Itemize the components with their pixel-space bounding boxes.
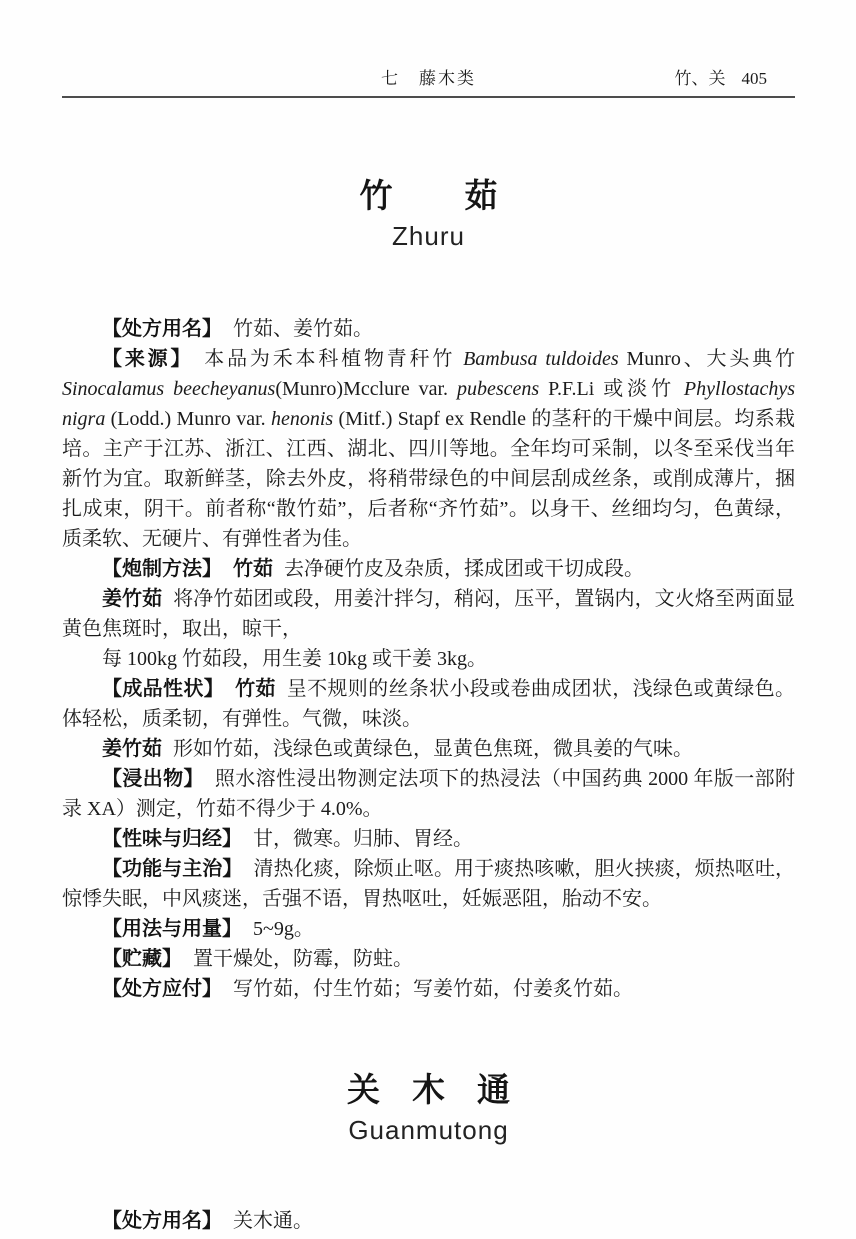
paragraph-text: 照水溶性浸出物测定法项下的热浸法（中国药典 2000 年版一部附录 XA）测定，竹茹不得少于 4.0%。: [62, 768, 795, 820]
paragraph-text: (Lodd.) Munro var.: [105, 408, 271, 430]
entry-title-zhuru: 竹茹: [359, 177, 570, 214]
section-label: 【功能与主治】: [102, 858, 243, 880]
paragraph-extractives: [62, 764, 795, 824]
section-label: 【浸出物】: [102, 768, 204, 790]
paragraph-text: 写竹茹，付生竹茹；写姜竹茹，付姜炙竹茹。: [233, 978, 633, 1000]
entry-body-zhuru: [62, 314, 795, 1004]
chapter-title: 七 藤木类: [381, 69, 476, 88]
section-label: 【炮制方法】: [102, 558, 222, 580]
section-label: 【性味与归经】: [102, 828, 242, 850]
section-label: 【贮藏】: [102, 948, 182, 970]
latin-name: Sinocalamus beecheyanus: [62, 378, 276, 400]
paragraph-functions-indications: [62, 854, 795, 914]
paragraph-text: 本品为禾本科植物青秆竹: [204, 348, 464, 370]
paragraph-text: (Munro)Mcclure var.: [275, 378, 457, 400]
page-number: 405: [741, 69, 767, 88]
section-label: 【来源】: [102, 348, 194, 370]
latin-name: pubescens: [456, 378, 540, 400]
latin-name: henonis: [270, 408, 334, 430]
page-content: [62, 176, 795, 1236]
section-label: 【处方应付】: [102, 978, 222, 1000]
paragraph-text: 将净竹茹团或段，用姜汁拌匀，稍闷，压平，置锅内，文火烙至两面显黄色焦斑时，取出，晾干，: [62, 588, 796, 640]
paragraph-text: 甘，微寒。归肺、胃经。: [253, 828, 473, 850]
paragraph-text: 清热化痰，除烦止呕。用于痰热咳嗽，胆火挟痰，烦热呕吐，惊悸失眠，中风痰迷，舌强不语，胃热呕吐，妊娠恶阻，胎动不安。: [62, 858, 796, 910]
paragraph-text: 5~9g。: [253, 918, 314, 940]
paragraph-text: 竹茹、姜竹茹。: [233, 318, 373, 340]
paragraph-text: 置干燥处，防霉，防蛀。: [193, 948, 413, 970]
paragraph-text: 形如竹茹，浅绿色或黄绿色，显黄色焦斑，微具姜的气味。: [173, 738, 693, 760]
section-label: 【处方用名】: [102, 1210, 222, 1232]
section-label: 【用法与用量】: [102, 918, 242, 940]
paragraph-dispensing: [62, 974, 795, 1004]
drug-subname: 姜竹茹: [102, 588, 163, 610]
drug-subname: 竹茹: [235, 678, 276, 700]
paragraph-ginger-processing: [62, 584, 795, 644]
paragraph-prescription-names: [62, 314, 795, 344]
entry-pinyin-guanmutong: Guanmutong: [348, 1115, 509, 1145]
paragraph-text: 关木通。: [233, 1210, 313, 1232]
paragraph-product-characters: [62, 674, 795, 734]
paragraph-dosage-ratio: [62, 644, 795, 674]
paragraph-usage-dosage: [62, 914, 795, 944]
paragraph-text: P.F.Li 或淡竹: [539, 378, 684, 400]
paragraph-ginger-product: [62, 734, 795, 764]
section-range: 竹、关: [674, 69, 726, 88]
header-rule: [62, 96, 795, 98]
entry-guanmutong: [62, 1070, 795, 1236]
page-header: [62, 64, 795, 88]
paragraph-text: 每 100kg 竹茹段，用生姜 10kg 或干姜 3kg。: [102, 648, 487, 670]
entry-title-guanmutong: 关木通: [347, 1071, 542, 1108]
paragraph-storage: [62, 944, 795, 974]
paragraph-prescription-names: [62, 1206, 795, 1236]
paragraph-text: 呈不规则的丝条状小段或卷曲成团状，浅绿色或黄绿色。体轻松，质柔韧，有弹性。气微，味淡。: [62, 678, 795, 730]
latin-name: Phyllostachys nigra: [62, 378, 796, 430]
paragraph-text: 去净硬竹皮及杂质，揉成团或干切成段。: [284, 558, 644, 580]
latin-name: Bambusa tuldoides: [463, 348, 619, 370]
paragraph-text: (Mitf.) Stapf ex Rendle 的茎秆的干燥中间层。均系栽培。主产于江苏、浙江、江西、湖北、四川等地。全年均可采制，以冬至采伐当年新竹为宜。取新鲜茎，除去外皮，将稍带绿色的中间层刮成丝条，或削成薄片，捆扎成束，阴干。前者称“散竹茹”，后者称“齐竹茹”。以身干、丝细均匀，色黄绿，质柔软、无硬片、有弹性者为佳。: [62, 408, 795, 550]
drug-subname: 竹茹: [233, 558, 273, 580]
paragraph-text: Munro、大头典竹: [618, 348, 795, 370]
entry-body-guanmutong: [62, 1206, 795, 1236]
section-label: 【成品性状】: [102, 678, 225, 700]
entry-pinyin-zhuru: Zhuru: [392, 221, 465, 251]
section-label: 【处方用名】: [102, 318, 222, 340]
drug-subname: 姜竹茹: [102, 738, 162, 760]
paragraph-taste-meridian: [62, 824, 795, 854]
paragraph-processing-method: [62, 554, 795, 584]
header-right-group: [675, 64, 768, 89]
paragraph-source: [62, 344, 795, 554]
